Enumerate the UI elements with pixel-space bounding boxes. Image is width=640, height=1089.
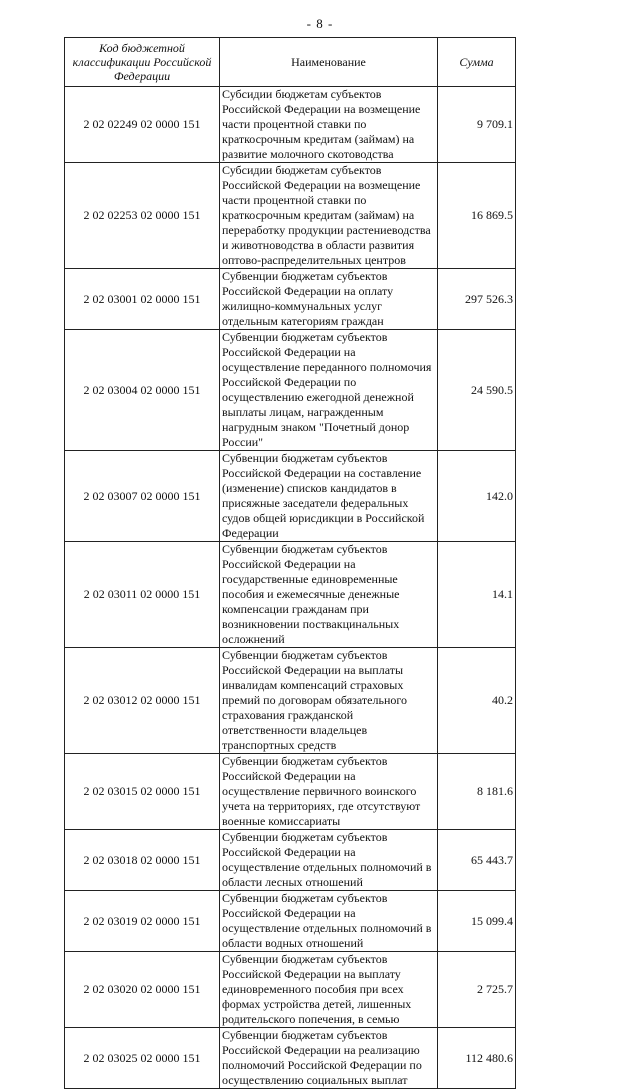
amount-cell: 40.2 bbox=[438, 648, 516, 754]
item-name-cell: Субвенции бюджетам субъектов Российской Федерации на осуществление отдельных полномочий в области водных отношений bbox=[220, 891, 438, 952]
table-header-row bbox=[65, 38, 516, 87]
table-row bbox=[65, 1028, 516, 1089]
amount-cell: 65 443.7 bbox=[438, 830, 516, 891]
budget-code-cell: 2 02 02249 02 0000 151 bbox=[65, 87, 220, 163]
table-row bbox=[65, 830, 516, 891]
budget-revenue-table bbox=[64, 37, 516, 1089]
budget-code-cell: 2 02 03019 02 0000 151 bbox=[65, 891, 220, 952]
page-number: - 8 - bbox=[306, 16, 334, 31]
budget-code-cell: 2 02 03018 02 0000 151 bbox=[65, 830, 220, 891]
amount-cell: 9 709.1 bbox=[438, 87, 516, 163]
budget-code-cell: 2 02 03015 02 0000 151 bbox=[65, 754, 220, 830]
amount-cell: 24 590.5 bbox=[438, 330, 516, 451]
table-row bbox=[65, 891, 516, 952]
budget-code-cell: 2 02 03012 02 0000 151 bbox=[65, 648, 220, 754]
table-row bbox=[65, 754, 516, 830]
item-name-cell: Субвенции бюджетам субъектов Российской Федерации на составление (изменение) списков кандидатов в присяжные заседатели федеральных судов общей юрисдикции в Российской Федерации bbox=[220, 451, 438, 542]
budget-code-cell: 2 02 03011 02 0000 151 bbox=[65, 542, 220, 648]
table-row bbox=[65, 330, 516, 451]
header-sum: Сумма bbox=[438, 38, 516, 87]
table-row bbox=[65, 87, 516, 163]
table-row bbox=[65, 269, 516, 330]
table-row bbox=[65, 163, 516, 269]
amount-cell: 14.1 bbox=[438, 542, 516, 648]
amount-cell: 16 869.5 bbox=[438, 163, 516, 269]
item-name-cell: Субвенции бюджетам субъектов Российской Федерации на осуществление переданного полномочия Российской Федерации по осуществлению ежегодной денежной выплаты лицам, награжденным нагрудным знаком "Почетный донор России" bbox=[220, 330, 438, 451]
budget-code-cell: 2 02 02253 02 0000 151 bbox=[65, 163, 220, 269]
amount-cell: 142.0 bbox=[438, 451, 516, 542]
item-name-cell: Субсидии бюджетам субъектов Российской Федерации на возмещение части процентной ставки по краткосрочным кредитам (займам) на переработку продукции растениеводства и животноводства в области развития оптово-распределительных центров bbox=[220, 163, 438, 269]
amount-cell: 8 181.6 bbox=[438, 754, 516, 830]
budget-code-cell: 2 02 03001 02 0000 151 bbox=[65, 269, 220, 330]
header-code: Код бюджетной классификации Российской Федерации bbox=[65, 38, 220, 87]
item-name-cell: Субсидии бюджетам субъектов Российской Федерации на возмещение части процентной ставки по краткосрочным кредитам (займам) на развитие молочного скотоводства bbox=[220, 87, 438, 163]
amount-cell: 2 725.7 bbox=[438, 952, 516, 1028]
item-name-cell: Субвенции бюджетам субъектов Российской Федерации на государственные единовременные пособия и ежемесячные денежные компенсации гражданам при возникновении поствакцинальных осложнений bbox=[220, 542, 438, 648]
table-row bbox=[65, 952, 516, 1028]
item-name-cell: Субвенции бюджетам субъектов Российской Федерации на оплату жилищно-коммунальных услуг отдельным категориям граждан bbox=[220, 269, 438, 330]
table-row bbox=[65, 451, 516, 542]
budget-code-cell: 2 02 03004 02 0000 151 bbox=[65, 330, 220, 451]
budget-code-cell: 2 02 03007 02 0000 151 bbox=[65, 451, 220, 542]
amount-cell: 297 526.3 bbox=[438, 269, 516, 330]
budget-code-cell: 2 02 03020 02 0000 151 bbox=[65, 952, 220, 1028]
amount-cell: 15 099.4 bbox=[438, 891, 516, 952]
item-name-cell: Субвенции бюджетам субъектов Российской Федерации на осуществление отдельных полномочий в области лесных отношений bbox=[220, 830, 438, 891]
budget-code-cell: 2 02 03025 02 0000 151 bbox=[65, 1028, 220, 1089]
table-row bbox=[65, 542, 516, 648]
item-name-cell: Субвенции бюджетам субъектов Российской Федерации на выплату единовременного пособия при всех формах устройства детей, лишенных родительского попечения, в семью bbox=[220, 952, 438, 1028]
item-name-cell: Субвенции бюджетам субъектов Российской Федерации на осуществление первичного воинского учета на территориях, где отсутствуют военные комиссариаты bbox=[220, 754, 438, 830]
item-name-cell: Субвенции бюджетам субъектов Российской Федерации на реализацию полномочий Российской Федерации по осуществлению социальных выплат bbox=[220, 1028, 438, 1089]
amount-cell: 112 480.6 bbox=[438, 1028, 516, 1089]
item-name-cell: Субвенции бюджетам субъектов Российской Федерации на выплаты инвалидам компенсаций страховых премий по договорам обязательного страхования гражданской ответственности владельцев транспортных средств bbox=[220, 648, 438, 754]
header-name: Наименование bbox=[220, 38, 438, 87]
table-row bbox=[65, 648, 516, 754]
